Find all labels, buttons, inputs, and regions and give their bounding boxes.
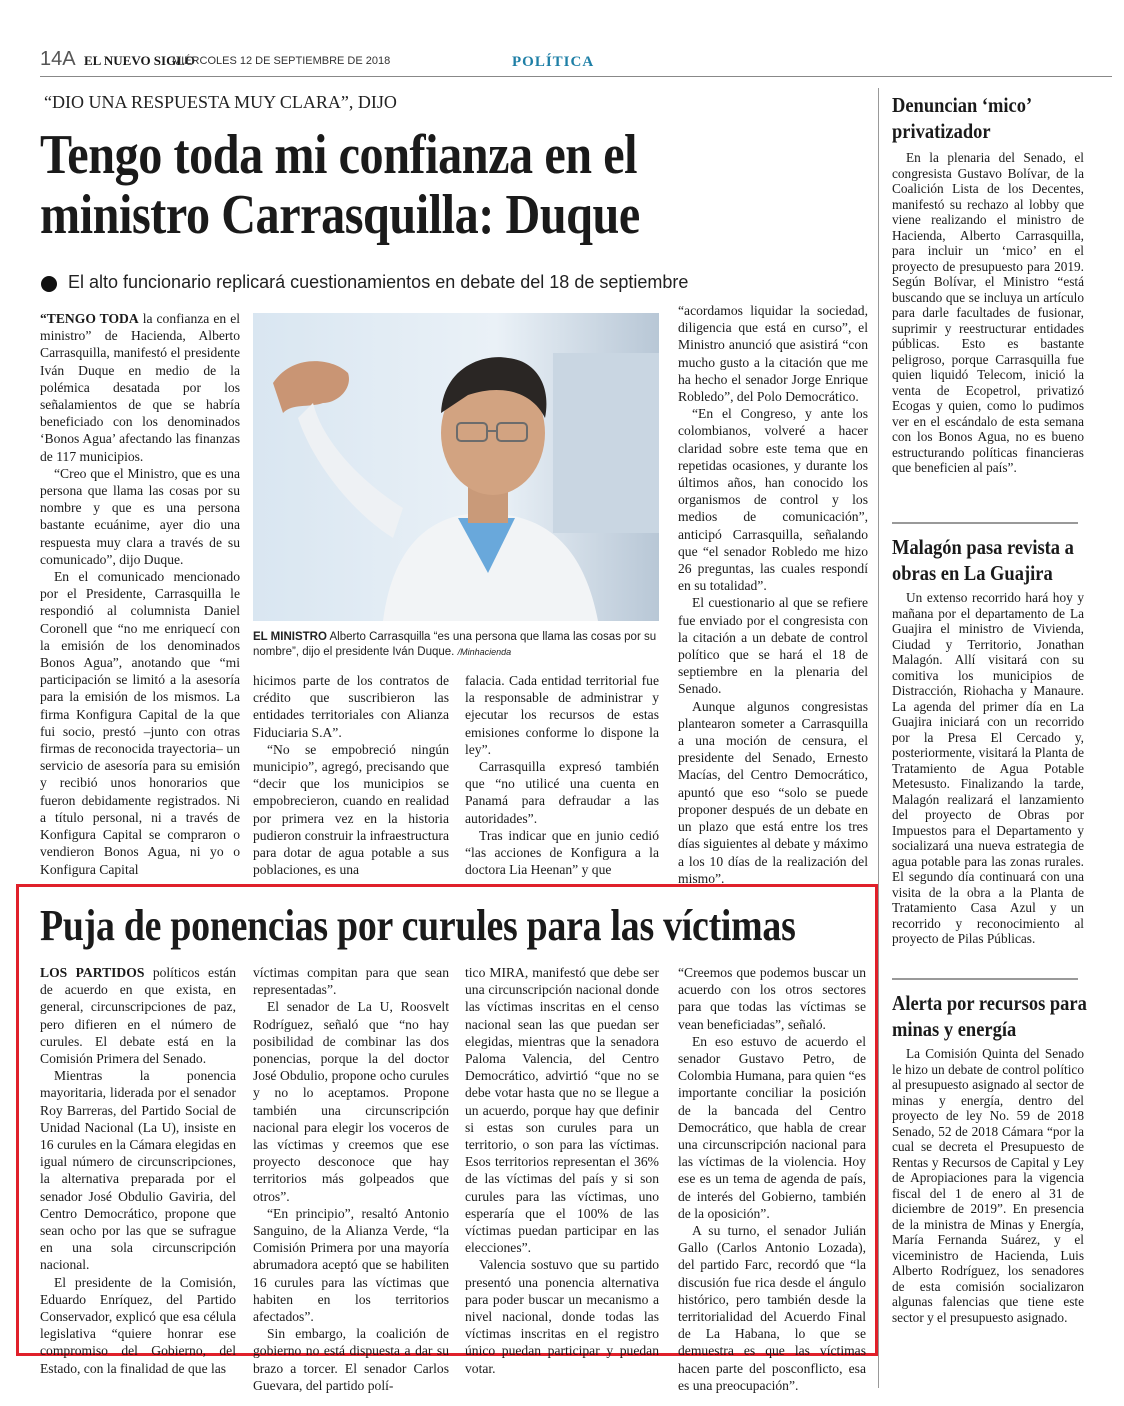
sidebar-title-3: Alerta por recursos para minas y energía	[892, 991, 1087, 1041]
main-column-2	[253, 672, 449, 878]
paragraph: Tras indicar que en junio cedió “las acciones de Konfigura a la doctora Lia Heenan” y que	[465, 827, 659, 878]
issue-date: MIÉRCOLES 12 DE SEPTIEMBRE DE 2018	[172, 55, 391, 67]
paragraph: El senador de La U, Roosvelt Rodríguez, señaló que “no hay posibilidad de combinar las dos ponencias, porque la del doctor José Obdulio, propone ocho curules y no lo aceptamos. Propone también una circunscripción nacional para elegir los voceros de las víctimas y creemos que ese proyecto desconoce que hay territorios más golpeados que otros”.	[253, 999, 449, 1204]
lead-in: “TENGO TODA	[40, 311, 139, 326]
paragraph: “Creemos que podemos buscar un acuerdo con los otros sectores para que todas las víctimas se vean beneficiadas”, señaló.	[678, 965, 866, 1032]
paragraph: falacia. Cada entidad territorial fue la responsable de administrar y ejecutar los recursos de estas emisiones conforme lo dispone la ley”.	[465, 673, 659, 757]
second-column-2	[253, 964, 449, 1394]
headline-line-1: Tengo toda mi confianza en el	[40, 124, 638, 186]
paragraph: Un extenso recorrido hará hoy y mañana por el departamento de La Guajira el ministro de Vivienda, Ciudad y Territorio, Jonathan Malagón. Allí visitará con su comitiva los municipios de Distracción, Riohacha y Manaure. La agenda del primer día en La Guajira iniciará con un recorrido por la Presa El Cercado y, posteriormente, visitará la Planta de Tratamiento de Agua Potable Metesusto. Finalizando la tarde, Malagón realizará el lanzamiento del proyecto de Obras por Impuestos para el Departamento y socializará una nueva estrategia de agua potable para las zonas rurales. El segundo día continuará con una visita de la obra a la Planta de Tratamiento Casa Azul y un recorrido y reconocimiento al proyecto de Pilas Públicas.	[892, 590, 1084, 946]
main-column-1	[40, 310, 240, 878]
second-headline: Puja de ponencias por curules para las víctimas	[40, 901, 796, 950]
paragraph: Aunque algunos congresistas plantearon someter a Carrasquilla a una moción de censura, el presidente del Senado, Ernesto Macías, del Centro Democrático, apuntó que eso “solo se puede proponer después de un debate en un plazo que está entre los tres días siguientes al debate y máximo a los 10 días de la realización del mismo”.	[678, 698, 868, 886]
photo-caption	[253, 630, 659, 660]
paragraph: Valencia sostuvo que su partido presentó una ponencia alternativa para poder buscar un mecanismo a nivel nacional, donde todas las víctimas inscritas en el registro único puedan participar y puedan votar.	[465, 1257, 659, 1376]
paragraph: En el comunicado mencionado por el Presidente, Carrasquilla le respondió al columnista Daniel Coronell que “no me enriquecí con la emisión de los denominados Bonos Agua”, anotando que “mi participación se limitó a la asesoría para la emisión de los mismos. La firma Konfigura Capital de la que fui socio, prestó –junto con otras firmas de reconocida trayectoria– un servicio de asesoría para su emisión y recibió unos honorarios que fueron debidamente registrados. Ni a título personal, ni a través de Konfigura Capital se compraron o vendieron Bonos Agua, ni yo o Konfigura Capital	[40, 569, 240, 877]
lead-in: LOS PARTIDOS	[40, 965, 145, 980]
newspaper-name: EL NUEVO SIGLO	[84, 53, 195, 68]
second-column-1	[40, 964, 236, 1377]
photo-credit: /Minhacienda	[457, 647, 512, 657]
sidebar-title-2: Malagón pasa revista a obras en La Guajira	[892, 535, 1074, 585]
article-headline	[40, 126, 866, 246]
paragraph: En eso estuvo de acuerdo el senador Gustavo Petro, de Colombia Humana, para quien “es importante conciliar la posición de la bancada del Centro Democrático, que habla de crear una circunscripción nacional para las víctimas de la violencia. Hoy ese es un tema de agenda de país, de interés del Gobierno, también de la oposición”.	[678, 1033, 866, 1221]
page-number: 14A	[40, 48, 76, 70]
sidebar-separator	[892, 978, 1078, 980]
paragraph: “Creo que el Ministro, que es una persona que llama las cosas por su nombre y que es una persona bastante ecuánime, ayer dio una respuesta muy clara a través de su comunicado”, dijo Duque.	[40, 465, 240, 567]
second-column-3	[465, 964, 659, 1377]
article-subhead: El alto funcionario replicará cuestionamientos en debate del 18 de septiembre	[68, 272, 689, 292]
header-divider	[40, 76, 1112, 77]
paragraph: hicimos parte de los contratos de crédito que suscribieron las entidades territoriales con Alianza Fiduciaria S.A”.	[253, 673, 449, 740]
sidebar-body-3	[892, 1046, 1084, 1325]
sidebar-body-1	[892, 150, 1084, 476]
article-kicker: “DIO UNA RESPUESTA MUY CLARA”, DIJO	[44, 92, 397, 112]
paragraph: víctimas compitan para que sean representadas”.	[253, 965, 449, 998]
photo-illustration	[253, 313, 659, 621]
second-column-4	[678, 964, 866, 1394]
paragraph: “No se empobreció ningún municipio”, agregó, precisando que “decir que los municipios se empobrecieron, cuando en realidad por primera vez en la historia pudieron construir la infraestructura para dotar de agua potable a sus poblaciones, es una	[253, 741, 449, 878]
caption-text: Alberto Carrasquilla “es una persona que llama las cosas por su nombre”, dijo el presidente Iván Duque.	[253, 631, 657, 658]
paragraph: El cuestionario al que se refiere fue enviado por el congresista con la citación a un debate de control político que se hará el 18 de septiembre en la plenaria del Senado.	[678, 595, 868, 697]
paragraph: A su turno, el senador Julián Gallo (Carlos Antonio Lozada), del partido Farc, recordó que “la discusión fue rica desde el ángulo histórico, pero también desde la territorialidad del Acuerdo Final de La Habana, lo que se demuestra es que las víctimas hacen parte del posconflicto, esa es una preocupación”.	[678, 1223, 866, 1393]
sidebar-separator	[892, 522, 1078, 524]
paragraph: políticos están de acuerdo en que exista, en general, circunscripciones de paz, pero difieren en el número de curules. El debate está en la Comisión Primera del Senado.	[40, 965, 236, 1067]
paragraph: Carrasquilla expresó también que “no utilicé una cuenta en Panamá para defraudar a las autoridades”.	[465, 759, 659, 826]
paragraph: “En principio”, resaltó Antonio Sanguino, de la Alianza Verde, “la Comisión Primera por una mayoría abrumadora aceptó que se habiliten 16 curules para las víctimas que habiten en los territorios afectados”.	[253, 1205, 449, 1325]
sidebar-title-1: Denuncian ‘mico’ privatizador	[892, 93, 1031, 143]
main-column-3	[465, 672, 659, 878]
section-title: POLÍTICA	[512, 54, 595, 70]
paragraph: Mientras la ponencia mayoritaria, liderada por el senador Roy Barreras, del Partido Social de Unidad Nacional (La U), insiste en 16 curules en la Cámara elegidas en igual número de circunscripciones, la alternativa preparada por el senador José Obdulio Gaviria, del Centro Democrático, propone que sean ocho por las que se sufrague en una sola circunscripción nacional.	[40, 1068, 236, 1273]
headline-line-2: ministro Carrasquilla: Duque	[40, 183, 640, 246]
paragraph: “En el Congreso, y ante los colombianos, volveré a hacer claridad sobre este tema que en repetidas ocasiones, y durante los últimos años, han conocido los organismos de control y los medios de comunicación”, anticipó Carrasquilla, señalando que “el senador Robledo me hizo 26 preguntas, las cuales respondí en su totalidad”.	[678, 406, 868, 594]
sidebar-body-2	[892, 590, 1084, 947]
paragraph: En la plenaria del Senado, el congresista Gustavo Bolívar, de la Coalición Lista de los Decentes, manifestó su rechazo al lobby que viene realizando el ministro de Hacienda, Alberto Carrasquilla, para incluir un ‘mico’ en el proyecto de presupuesto para 2019. Según Bolívar, el Ministro “está buscando que se incluya un artículo para darle facultades de fusionar, suprimir y reestructurar entidades públicas. Esto es bastante peligroso, porque Carrasquilla fue quien liquidó Telecom, inició la venta de Ecopetrol, privatizó Ecogas y quien, como lo pudimos ver en el escándalo de esta semana con los Bonos Agua, no es bueno estructurando políticas financieras que beneficien al país”.	[892, 150, 1084, 475]
paragraph: La Comisión Quinta del Senado le hizo un debate de control político al presupuesto asignado al sector de minas y energía, dentro del proyecto de ley No. 59 de 2018 Senado, 52 de 2018 Cámara “por la cual se decreta el Presupuesto de Rentas y Recursos de Capital y Ley de Apropiaciones para la vigencia fiscal del 1 de enero al 31 de diciembre de 2019”. En presencia de la ministra de Minas y Energía, María Fernanda Suárez, y el viceministro de Hacienda, Luis Alberto Rodríguez, los senadores de esta comisión socializaron algunas falencias que tiene este sector y el presupuesto asignado.	[892, 1046, 1084, 1325]
paragraph: Sin embargo, la coalición de gobierno no está dispuesta a dar su brazo a torcer. El senador Carlos Guevara, del partido polí-	[253, 1326, 449, 1393]
paragraph: tico MIRA, manifestó que debe ser una circunscripción nacional donde las víctimas inscritas en el censo nacional sean las que puedan ser elegidas, mientras que la senadora Paloma Valencia, del Centro Democrático, advirtió “que no se debe votar hasta que no se llegue a un acuerdo, porque hay que definir si estas son curules para un territorio, o son para las víctimas. Esos territorios representan el 36% de las víctimas del país y si son curules para las víctimas, uno esperaría que el 100% de las víctimas puedan participar en las elecciones”.	[465, 965, 659, 1256]
paragraph: “acordamos liquidar la sociedad, diligencia que está en curso”, el Ministro anunció que asistirá “con mucho gusto a la citación que me ha hecho el senador Jorge Enrique Robledo”, del Polo Democrático.	[678, 303, 868, 405]
paragraph: la confianza en el ministro” de Hacienda, Alberto Carrasquilla, manifestó el presidente Iván Duque en medio de la polémica desatada por los señalamientos de que se habría beneficiado con los denominados ‘Bonos Agua’ afectando las finanzas de 117 municipios.	[40, 311, 240, 464]
bullet-icon	[41, 276, 57, 292]
caption-lead: EL MINISTRO	[253, 631, 327, 643]
minister-photo	[253, 313, 659, 621]
main-column-4	[678, 302, 868, 887]
paragraph: El presidente de la Comisión, Eduardo Enríquez, del Partido Conservador, explicó que esa célula legislativa “quiere honrar ese compromiso del Gobierno, del Estado, con la finalidad de que las	[40, 1274, 236, 1376]
sidebar-divider	[878, 88, 879, 1388]
